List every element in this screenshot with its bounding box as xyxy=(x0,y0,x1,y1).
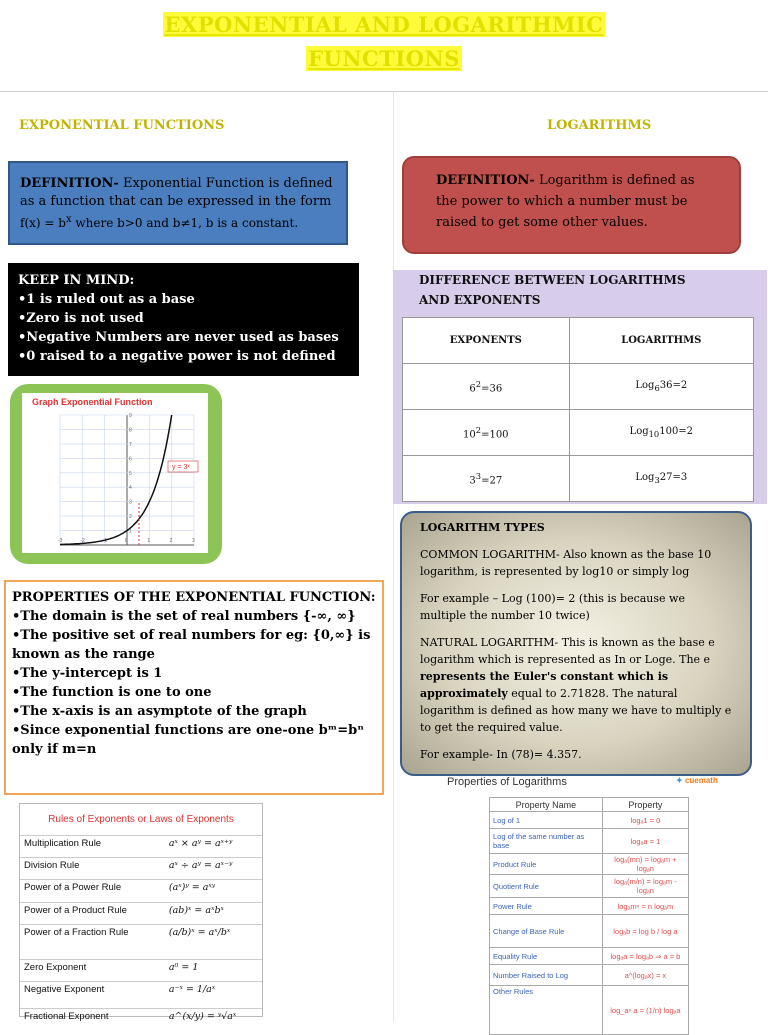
natural-log-example: For example- In (78)= 4.357. xyxy=(420,748,582,761)
title-line-1: EXPONENTIAL AND LOGARITHMIC xyxy=(164,12,604,37)
brand-logo: ✦ cuemath xyxy=(676,776,718,785)
table-header: EXPONENTS xyxy=(403,318,570,364)
table-row: Log of 1 logₐ1 = 0 xyxy=(490,812,689,829)
y-tick-label: 3 xyxy=(129,499,132,506)
property-item: •The positive set of real numbers for eg: {0,∞} is known as the range xyxy=(12,628,371,662)
properties-heading: PROPERTIES OF THE EXPONENTIAL FUNCTION: xyxy=(12,590,376,605)
rules-of-exponents xyxy=(19,803,263,1022)
table-row: Log of the same number as base logₐa = 1 xyxy=(490,829,689,854)
x-tick-label: 1 xyxy=(147,538,151,544)
keep-in-mind-box xyxy=(8,263,359,376)
table-row: Change of Base Rule logₐb = log b / log a xyxy=(490,915,689,948)
table-row: Product Rule logₐ(mn) = logₐm + logₐn xyxy=(490,854,689,875)
graph-title: Graph Exponential Function xyxy=(32,397,153,407)
exp-definition-text: Exponential Function is defined as a function that can be expressed in the form xyxy=(20,176,333,209)
table-cell: Log$_{10}$100=2 xyxy=(569,410,753,456)
table-row: Negative Exponent a⁻ˣ = 1/aˣ xyxy=(20,982,262,1009)
page-title xyxy=(0,8,768,76)
table-header: LOGARITHMS xyxy=(569,318,753,364)
table-row: Power Rule logₐmⁿ = n logₐm xyxy=(490,898,689,915)
y-tick-label: 4 xyxy=(129,485,132,492)
table-row: Equality Rule logₐa = logₐb ⇒ a = b xyxy=(490,948,689,965)
keep-in-mind-item: •Negative Numbers are never used as bases xyxy=(18,330,339,345)
x-tick-label: 0 xyxy=(125,538,128,544)
table-cell: Log$_6$36=2 xyxy=(569,364,753,410)
x-tick-label: -1 xyxy=(102,538,108,544)
property-item: •Since exponential functions are one-one bᵐ=bⁿ only if m=n xyxy=(12,723,364,757)
right-section-heading: LOGARITHMS xyxy=(547,118,652,133)
x-tick-label: -3 xyxy=(58,538,63,544)
y-tick-label: 6 xyxy=(129,456,132,463)
left-section-heading: EXPONENTIAL FUNCTIONS xyxy=(19,118,225,133)
keep-in-mind-item: •0 raised to a negative power is not defined xyxy=(18,349,336,364)
property-item: •The domain is the set of real numbers {-∞, ∞} xyxy=(12,609,356,624)
difference-heading: DIFFERENCE BETWEEN LOGARITHMS AND EXPONENTS xyxy=(419,273,686,307)
table-row xyxy=(403,364,754,410)
logarithm-types-heading: LOGARITHM TYPES xyxy=(420,521,545,534)
table-header-row xyxy=(403,318,754,364)
rules-table xyxy=(20,836,262,1030)
table-row: Power of a Power Rule (aˣ)ʸ = aˣʸ xyxy=(20,880,262,903)
property-item: •The y-intercept is 1 xyxy=(12,666,163,681)
table-cell: $3^3=27$ xyxy=(403,456,570,502)
keep-in-mind-item: •1 is ruled out as a base xyxy=(18,292,195,307)
table-row: Power of a Product Rule (ab)ˣ = aˣbˣ xyxy=(20,903,262,925)
curve-label: y = 3ˣ xyxy=(172,464,190,471)
title-line-2: FUNCTIONS xyxy=(308,46,460,71)
property-item: •The function is one to one xyxy=(12,685,212,700)
table-row: Other Rules log_aⁿ a = (1/n) logₐa xyxy=(490,986,689,1035)
difference-table xyxy=(402,317,754,502)
y-tick-label: 1 xyxy=(129,528,132,535)
exponential-graph xyxy=(22,393,208,553)
x-tick-label: 3 xyxy=(192,538,195,544)
logarithm-types-box xyxy=(400,511,752,776)
property-item: •The x-axis is an asymptote of the graph xyxy=(12,704,307,719)
graph-grid xyxy=(58,413,195,545)
common-log-example: For example – Log (100)= 2 (this is because we multiple the number 10 twice) xyxy=(420,592,685,622)
table-row: Number Raised to Log a^(logₐx) = x xyxy=(490,965,689,986)
common-log-text: COMMON LOGARITHM- Also known as the base 10 logarithm, is represented by log10 or simply log xyxy=(420,548,712,578)
graph-panel xyxy=(22,393,208,553)
keep-in-mind-heading: KEEP IN MIND: xyxy=(18,273,135,288)
x-tick-label: -2 xyxy=(80,538,85,544)
table-cell: $6^2=36$ xyxy=(403,364,570,410)
log-definition-box xyxy=(402,156,741,254)
table-row: Fractional Exponent a^(x/y) = ʸ√aˣ xyxy=(24,1011,237,1022)
log-properties-table xyxy=(489,797,689,1035)
table-row: Zero Exponent a⁰ = 1 xyxy=(20,960,262,982)
table-row xyxy=(403,410,754,456)
table-row xyxy=(403,456,754,502)
keep-in-mind-item: •Zero is not used xyxy=(18,311,144,326)
y-tick-label: 7 xyxy=(129,441,132,448)
properties-box xyxy=(4,580,384,795)
log-definition-text: Logarithm is defined as the power to which a number must be raised to get some other values. xyxy=(436,173,695,230)
table-row: Power of a Fraction Rule (a/b)ˣ = aˣ/bˣ xyxy=(20,925,262,960)
log-properties-title: Properties of Logarithms xyxy=(447,776,567,788)
y-tick-label: 9 xyxy=(129,413,132,419)
y-tick-label: 5 xyxy=(129,470,132,477)
log-definition-label: DEFINITION- xyxy=(436,173,535,188)
natural-log-text: NATURAL LOGARITHM- This is known as the base e logarithm which is represented as In or Loge. The e represents the Euler's constant which is approximately equal to 2.71828. The natural logarithm is defined as how many we have to multiply e to get the required value. xyxy=(420,636,732,734)
table-row: Quotient Rule logₐ(m/n) = logₐm - logₐn xyxy=(490,875,689,898)
exp-definition-formula: $f(x) = b^x$ where b>0 and b≠1, b is a constant. xyxy=(20,214,299,230)
exp-definition-label: DEFINITION- xyxy=(20,176,119,191)
table-row: Division Rule aˣ ÷ aʸ = aˣ⁻ʸ xyxy=(20,858,262,880)
table-header-row: Property Name Property xyxy=(490,798,689,812)
column-divider xyxy=(393,92,394,1022)
graph-curve xyxy=(60,415,172,545)
table-cell: Log$_3$27=3 xyxy=(569,456,753,502)
rules-title: Rules of Exponents or Laws of Exponents xyxy=(20,804,262,836)
table-row: Multiplication Rule aˣ × aʸ = aˣ⁺ʸ xyxy=(20,836,262,858)
brand-icon: ✦ xyxy=(676,776,683,785)
x-tick-label: 2 xyxy=(169,538,173,544)
table-cell: $10^2=100$ xyxy=(403,410,570,456)
y-tick-label: 2 xyxy=(129,514,132,521)
exp-definition-box xyxy=(8,161,348,245)
y-tick-label: 8 xyxy=(129,427,132,434)
header-divider xyxy=(0,91,768,92)
